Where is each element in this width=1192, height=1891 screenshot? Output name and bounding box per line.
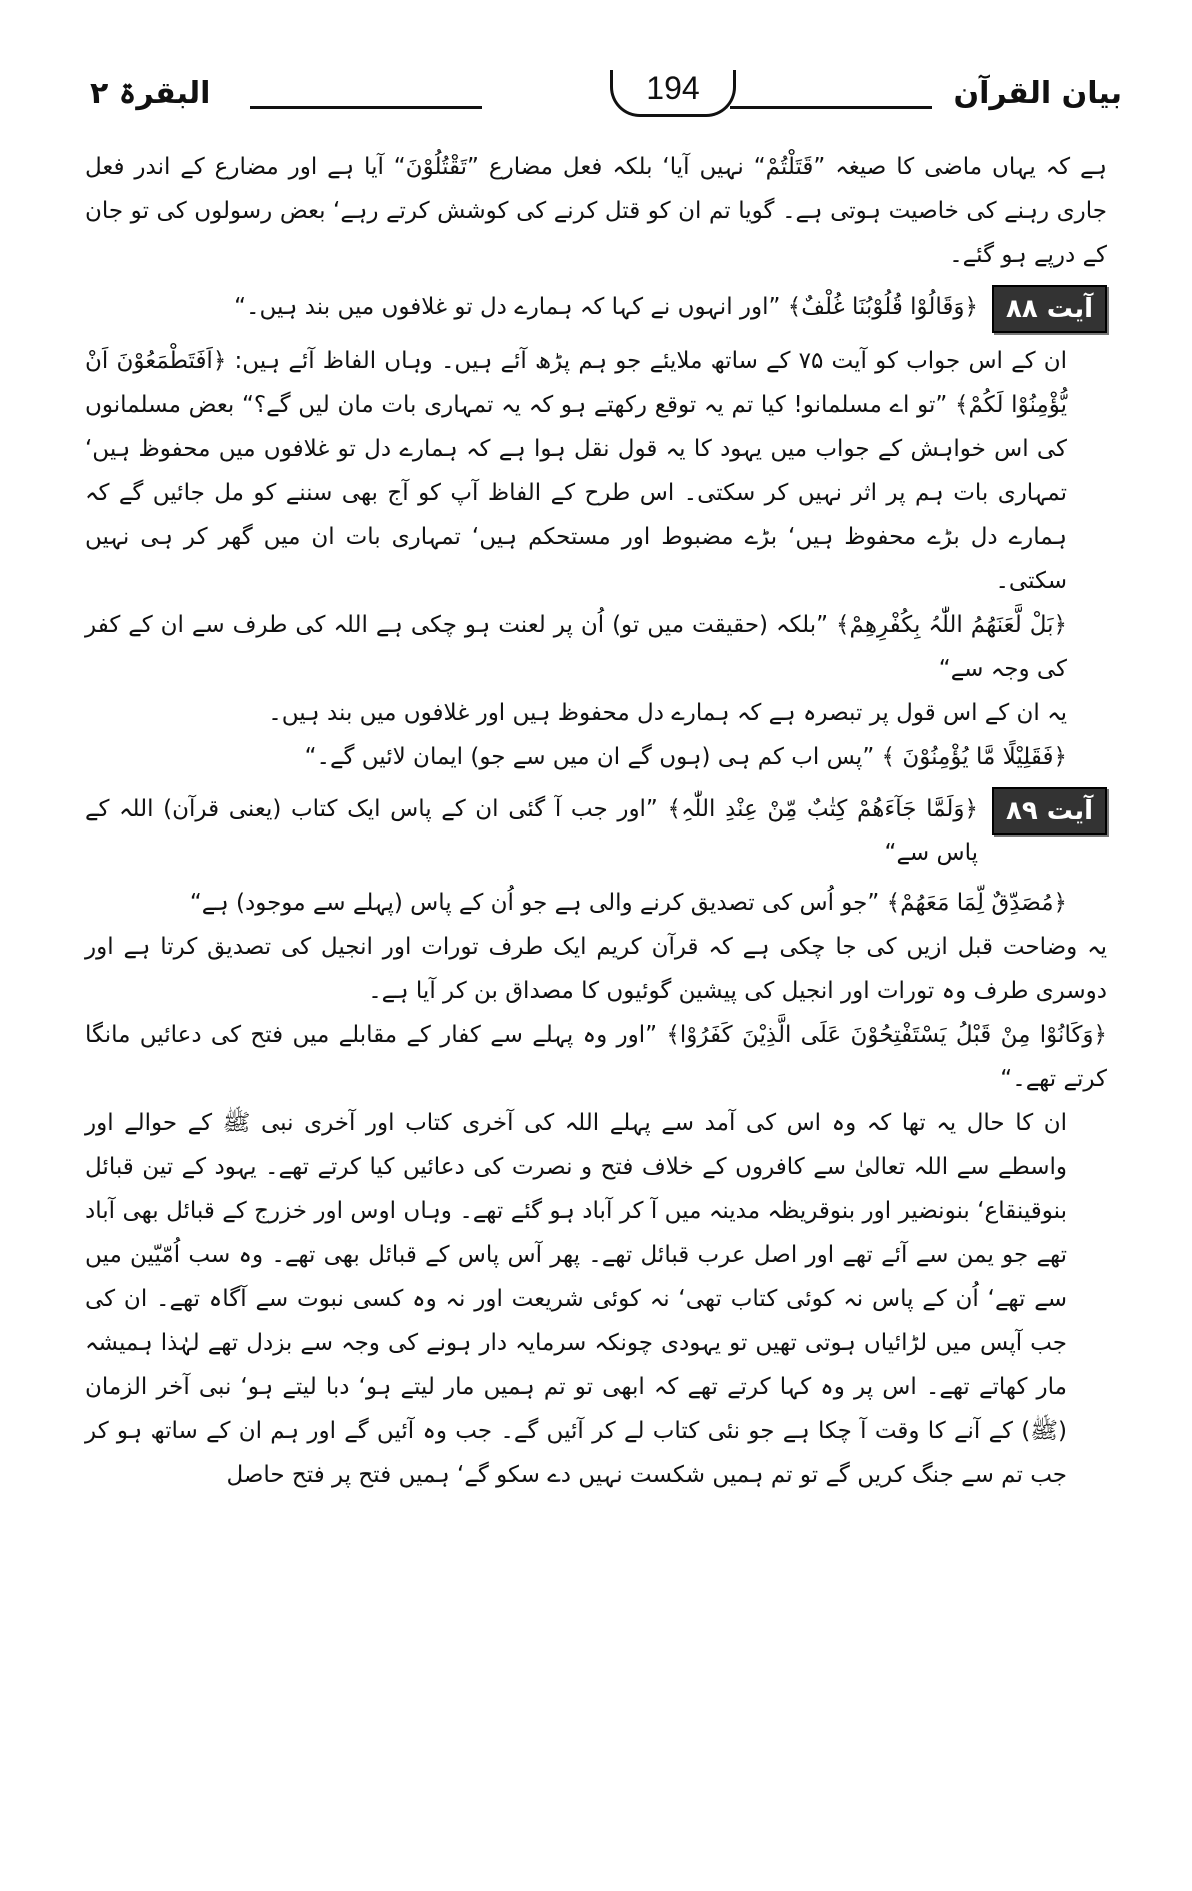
ayah-88-row: [85, 285, 1107, 333]
paragraph: یہ وضاحت قبل ازیں کی جا چکی ہے کہ قرآن کریم ایک طرف تورات اور انجیل کی تصدیق کرتا ہے اور دوسری طرف وہ تورات اور انجیل کی پیشین گوئیوں کا مصداق بن کر آیا ہے۔: [85, 934, 1107, 1004]
page-header: [90, 70, 1122, 120]
header-rule-left: [250, 106, 482, 109]
ayah-89-row: [85, 787, 1107, 875]
paragraph: ان کے اس جواب کو آیت ۷۵ کے ساتھ ملایئے جو ہم پڑھ آئے ہیں۔ وہاں الفاظ آئے ہیں: ﴿اَفَتَطْمَعُوْنَ اَنْ یُّؤْمِنُوْا لَکُمْ﴾ ”تو اے مسلمانو! کیا تم یہ توقع رکھتے ہو کہ یہ تمہاری بات مان لیں گے؟“ بعض مسلمانوں کی اس خواہش کے جواب میں یہود کا یہ قول نقل ہوا ہے کہ ہمارے دل تو غلافوں میں محفوظ ہیں‘ تمہاری بات ہم پر اثر نہیں کر سکتی۔ اس طرح کے الفاظ آپ کو آج بھی سننے کو مل جائیں گے کہ ہمارے دل بڑے محفوظ ہیں‘ بڑے مضبوط اور مستحکم ہیں‘ تمہاری بات ان میں گھر کر ہی نہیں سکتی۔: [85, 348, 1067, 594]
paragraph: ان کا حال یہ تھا کہ وہ اس کی آمد سے پہلے اللہ کی آخری کتاب اور آخری نبی ﷺ کے حوالے اور واسطے سے اللہ تعالیٰ سے کافروں کے خلاف فتح و نصرت کی دعائیں کیا کرتے تھے۔ یہود کے تین قبائل بنوقینقاع‘ بنونضیر اور بنوقریظہ مدینہ میں آ کر آباد ہو گئے تھے۔ وہاں اوس اور خزرج کے قبائل بھی آباد تھے جو یمن سے آئے تھے اور اصل عرب قبائل تھے۔ پھر آس پاس کے قبائل بھی تھے۔ وہ سب اُمّیّین میں سے تھے‘ اُن کے پاس نہ کوئی کتاب تھی‘ نہ کوئی شریعت اور نہ وہ کسی نبوت سے آگاہ تھے۔ ان کی جب آپس میں لڑائیاں ہوتی تھیں تو یہودی چونکہ سرمایہ دار ہونے کی وجہ سے بزدل تھے لہٰذا ہمیشہ مار کھاتے تھے۔ اس پر وہ کہا کرتے تھے کہ ابھی تو تم ہمیں مار لیتے ہو‘ دبا لیتے ہو‘ نبی آخر الزمان (ﷺ) کے آنے کا وقت آ چکا ہے جو نئی کتاب لے کر آئیں گے۔ جب وہ آئیں گے اور ہم ان کے ساتھ ہو کر جب تم سے جنگ کریں گے تو تم ہمیں شکست نہیں دے سکو گے‘ ہمیں فتح پر فتح حاصل: [85, 1110, 1067, 1488]
paragraph: ﴿بَلْ لَّعَنَھُمُ اللّٰہُ بِکُفْرِھِمْ﴾ ”بلکہ (حقیقت میں تو) اُن پر لعنت ہو چکی ہے اللہ کی طرف سے ان کے کفر کی وجہ سے“: [85, 612, 1067, 682]
paragraph: ﴿فَقَلِیْلًا مَّا یُؤْمِنُوْنَ ﴾ ”پس اب کم ہی (ہوں گے ان میں سے جو) ایمان لائیں گے۔“: [304, 744, 1067, 770]
ayah-89-badge: آیت ۸۹: [992, 787, 1107, 835]
paragraph: ﴿مُصَدِّقٌ لِّمَا مَعَھُمْ﴾ ”جو اُس کی تصدیق کرنے والی ہے جو اُن کے پاس (پہلے سے موجود) ہے“: [189, 890, 1067, 916]
book-title: بیان القرآن: [953, 76, 1122, 111]
paragraph: یہ ان کے اس قول پر تبصرہ ہے کہ ہمارے دل محفوظ ہیں اور غلافوں میں بند ہیں۔: [268, 700, 1067, 726]
ayah-88-text: ﴿وَقَالُوْا قُلُوْبُنَا غُلْفٌ﴾ ”اور انہوں نے کہا کہ ہمارے دل تو غلافوں میں بند ہیں۔“: [234, 294, 978, 320]
surah-label: البقرۃ ۲: [90, 76, 211, 111]
paragraph: ﴿وَکَانُوْا مِنْ قَبْلُ یَسْتَفْتِحُوْنَ عَلَی الَّذِیْنَ کَفَرُوْا﴾ ”اور وہ پہلے سے کفار کے مقابلے میں فتح کی دعائیں مانگا کرتے تھے۔“: [85, 1022, 1107, 1092]
ayah-88-badge: آیت ۸۸: [992, 285, 1107, 333]
page-number: 194: [610, 70, 736, 117]
paragraph: ہے کہ یہاں ماضی کا صیغہ ”قَتَلْتُمْ“ نہیں آیا‘ بلکہ فعل مضارع ”تَقْتُلُوْنَ“ آیا ہے اور مضارع کے اندر فعل جاری رہنے کی خاصیت ہوتی ہے۔ گویا تم ان کو قتل کرنے کی کوشش کرتے رہے‘ بعض رسولوں کی تو جان کے درپے ہو گئے۔: [85, 154, 1107, 268]
ayah-89-text: ﴿وَلَمَّا جَآءَھُمْ کِتٰبٌ مِّنْ عِنْدِ اللّٰہِ﴾ ”اور جب آ گئی ان کے پاس ایک کتاب (یعنی قرآن) اللہ کے پاس سے“: [85, 796, 978, 866]
page-body: [85, 145, 1107, 1497]
header-rule-right: [730, 106, 932, 109]
